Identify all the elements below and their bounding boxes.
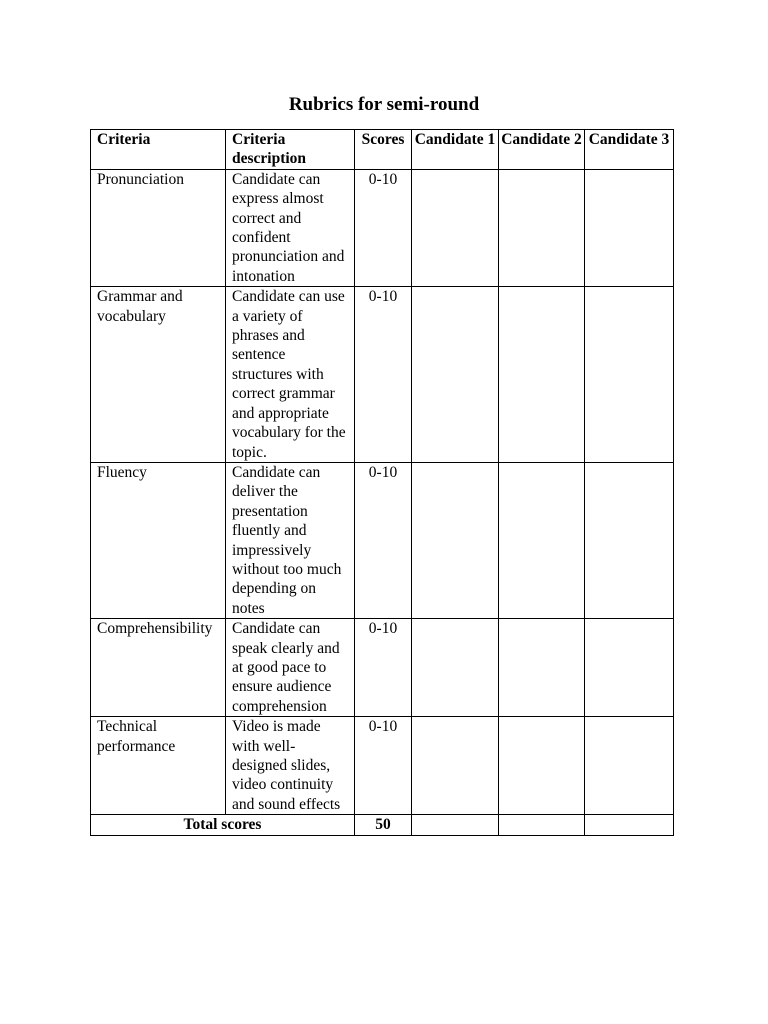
total-scores-value: 50 [355, 815, 412, 835]
candidate-1-score-cell [412, 169, 499, 286]
row-score-range: 0-10 [355, 287, 412, 463]
candidate-3-total-cell [585, 815, 674, 835]
candidate-2-score-cell [499, 462, 585, 618]
page-title: Rubrics for semi-round [288, 94, 480, 115]
rubric-table [90, 129, 674, 836]
candidate-3-score-cell [585, 717, 674, 815]
candidate-2-score-cell [499, 169, 585, 286]
candidate-1-score-cell [412, 462, 499, 618]
table-row [91, 717, 674, 815]
row-criteria: Grammar and vocabulary [91, 287, 226, 463]
candidate-3-score-cell [585, 462, 674, 618]
header-criteria: Criteria [91, 130, 226, 170]
row-score-range: 0-10 [355, 619, 412, 717]
header-candidate-2: Candidate 2 [499, 130, 585, 170]
row-criteria: Technical performance [91, 717, 226, 815]
candidate-2-score-cell [499, 717, 585, 815]
table-header-row [91, 130, 674, 170]
row-score-range: 0-10 [355, 462, 412, 618]
candidate-1-score-cell [412, 287, 499, 463]
header-scores: Scores [355, 130, 412, 170]
header-criteria-description: Criteria description [226, 130, 355, 170]
row-score-range: 0-10 [355, 717, 412, 815]
candidate-1-score-cell [412, 717, 499, 815]
header-candidate-1: Candidate 1 [412, 130, 499, 170]
candidate-2-total-cell [499, 815, 585, 835]
row-criteria: Comprehensibility [91, 619, 226, 717]
row-criteria: Pronunciation [91, 169, 226, 286]
candidate-2-score-cell [499, 287, 585, 463]
candidate-2-score-cell [499, 619, 585, 717]
candidate-3-score-cell [585, 619, 674, 717]
row-description: Candidate can deliver the presentation fluently and impressively without too much depending on notes [226, 462, 355, 618]
candidate-3-score-cell [585, 287, 674, 463]
table-row [91, 287, 674, 463]
total-scores-label: Total scores [91, 815, 355, 835]
row-description: Video is made with well-designed slides, video continuity and sound effects [226, 717, 355, 815]
candidate-1-total-cell [412, 815, 499, 835]
row-description: Candidate can speak clearly and at good pace to ensure audience comprehension [226, 619, 355, 717]
row-score-range: 0-10 [355, 169, 412, 286]
candidate-3-score-cell [585, 169, 674, 286]
row-description: Candidate can use a variety of phrases and sentence structures with correct grammar and appropriate vocabulary for the topic. [226, 287, 355, 463]
header-candidate-3: Candidate 3 [585, 130, 674, 170]
table-row [91, 462, 674, 618]
row-description: Candidate can express almost correct and confident pronunciation and intonation [226, 169, 355, 286]
candidate-1-score-cell [412, 619, 499, 717]
total-row [91, 815, 674, 835]
table-row [91, 619, 674, 717]
table-row [91, 169, 674, 286]
row-criteria: Fluency [91, 462, 226, 618]
